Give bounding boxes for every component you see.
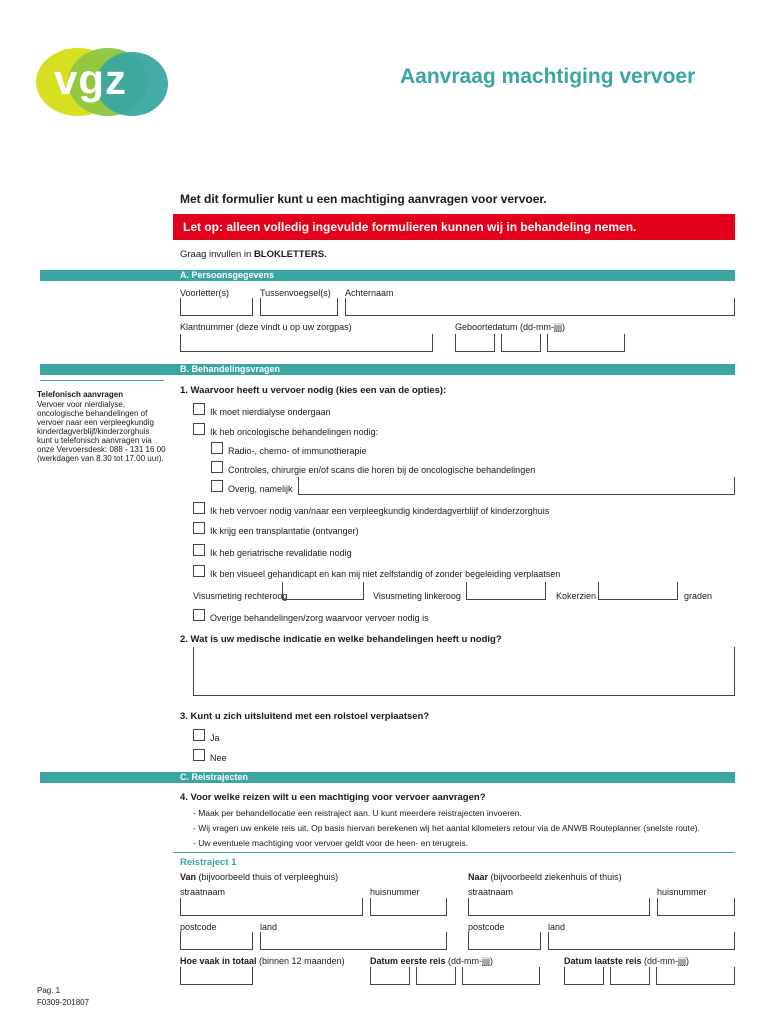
other-treatment-checkbox[interactable] <box>193 609 205 621</box>
wheelchair-no-label: Nee <box>210 753 227 763</box>
visus-right-label: Visusmeting rechteroog <box>193 591 288 601</box>
birthdate-label: Geboortedatum (dd-mm-jjjj) <box>455 322 566 332</box>
geriatric-label: Ik heb geriatrische revalidatie nodig <box>210 548 352 558</box>
page-title: Aanvraag machtiging vervoer <box>400 65 696 88</box>
section-a-header <box>40 270 735 281</box>
surname-label: Achternaam <box>345 288 394 298</box>
last-date-bold: Datum laatste reis <box>564 956 642 966</box>
nursing-label: Ik heb vervoer nodig van/naar een verpleegkundig kinderdagverblijf of kinderzorghuis <box>210 506 550 516</box>
last-date-year-field[interactable] <box>656 967 735 985</box>
q3-label: 3. Kunt u zich uitsluitend met een rolstoel verplaatsen? <box>180 711 430 722</box>
q4-label: 4. Voor welke reizen wilt u een machtiging voor vervoer aanvragen? <box>180 792 486 803</box>
warning-text: Let op: alleen volledig ingevulde formulieren kunnen wij in behandeling nemen. <box>183 220 637 234</box>
sidebar-line-7: (werkdagen van 8.30 tot 17.00 uur). <box>37 454 164 463</box>
frequency-label <box>180 956 345 967</box>
infix-field[interactable] <box>260 298 338 316</box>
other-treatment-label: Overige behandelingen/zorg waarvoor vervoer nodig is <box>210 613 429 623</box>
initials-label: Voorletter(s) <box>180 288 230 298</box>
birthdate-day-field[interactable] <box>455 334 495 352</box>
transplant-checkbox[interactable] <box>193 522 205 534</box>
first-date-month-field[interactable] <box>416 967 456 985</box>
first-date-year-field[interactable] <box>462 967 540 985</box>
birthdate-month-field[interactable] <box>501 334 541 352</box>
first-date-label <box>370 956 493 967</box>
kokerzien-field[interactable] <box>598 582 678 600</box>
to-country-label: land <box>548 922 566 932</box>
oncology-label: Ik heb oncologische behandelingen nodig: <box>210 427 379 437</box>
vgz-logo <box>34 44 170 118</box>
section-b-title: B. Behandelingsvragen <box>180 364 281 374</box>
from-housenumber-field[interactable] <box>370 898 447 916</box>
section-a-title: A. Persoonsgegevens <box>180 270 275 280</box>
logo-text: vgz <box>54 56 128 103</box>
from-street-label: straatnaam <box>180 887 226 897</box>
trip-divider <box>173 852 735 853</box>
other-named-checkbox[interactable] <box>211 480 223 492</box>
nursing-checkbox[interactable] <box>193 502 205 514</box>
frequency-bold: Hoe vaak in totaal <box>180 956 257 966</box>
last-date-day-field[interactable] <box>564 967 604 985</box>
controls-checkbox[interactable] <box>211 461 223 473</box>
radio-chemo-label: Radio-, chemo- of immunotherapie <box>228 446 367 456</box>
from-label <box>180 872 338 883</box>
q4-note-3: - Uw eventuele machtiging voor vervoer geldt voor de heen- en terugreis. <box>193 838 468 848</box>
client-number-field[interactable] <box>180 334 433 352</box>
form-intro: Met dit formulier kunt u een machtiging aanvragen voor vervoer. <box>180 192 547 206</box>
infix-label: Tussenvoegsel(s) <box>260 288 331 298</box>
to-housenumber-label: huisnummer <box>657 887 707 897</box>
to-street-field[interactable] <box>468 898 650 916</box>
surname-field[interactable] <box>345 298 735 316</box>
last-date-rest: (dd-mm-jjjj) <box>641 956 690 966</box>
instruction-prefix: Graag invullen in <box>180 249 254 260</box>
dialysis-label: Ik moet nierdialyse ondergaan <box>210 407 331 417</box>
client-number-label: Klantnummer (deze vindt u op uw zorgpas) <box>180 322 352 332</box>
sidebar-line-6: onze Vervoersdesk: 088 - 131 16 00 <box>37 445 166 454</box>
controls-label: Controles, chirurgie en/of scans die horen bij de oncologische behandelingen <box>228 465 536 475</box>
first-date-day-field[interactable] <box>370 967 410 985</box>
from-country-label: land <box>260 922 278 932</box>
birthdate-year-field[interactable] <box>547 334 625 352</box>
visus-left-label: Visusmeting linkeroog <box>373 591 461 601</box>
initials-field[interactable] <box>180 298 253 316</box>
sidebar-line-2: oncologische behandelingen of <box>37 409 148 418</box>
wheelchair-yes-label: Ja <box>210 733 220 743</box>
sidebar-line-4: kinderdagverblijf/kinderzorghuis <box>37 427 150 436</box>
frequency-field[interactable] <box>180 967 253 985</box>
sidebar-line-5: kunt u telefonisch aanvragen via <box>37 436 152 445</box>
from-label-bold: Van <box>180 872 197 882</box>
wheelchair-no-checkbox[interactable] <box>193 749 205 761</box>
oncology-checkbox[interactable] <box>193 423 205 435</box>
to-street-label: straatnaam <box>468 887 514 897</box>
other-named-field[interactable] <box>298 477 735 495</box>
first-date-rest: (dd-mm-jjjj) <box>445 956 494 966</box>
from-postcode-label: postcode <box>180 922 217 932</box>
sidebar-divider <box>40 380 164 381</box>
sidebar-line-1: Vervoer voor nierdialyse, <box>37 400 126 409</box>
section-b-header <box>40 364 735 375</box>
instruction <box>180 249 327 260</box>
from-label-rest: (bijvoorbeeld thuis of verpleeghuis) <box>196 872 339 882</box>
to-postcode-field[interactable] <box>468 932 541 950</box>
q4-note-1: - Maak per behandellocatie een reistraject aan. U kunt meerdere reistrajecten invoeren. <box>193 808 522 818</box>
from-street-field[interactable] <box>180 898 363 916</box>
from-housenumber-label: huisnummer <box>370 887 420 897</box>
frequency-rest: (binnen 12 maanden) <box>256 956 345 966</box>
visus-right-field[interactable] <box>282 582 364 600</box>
medical-indication-field[interactable] <box>193 647 735 696</box>
first-date-bold: Datum eerste reis <box>370 956 446 966</box>
to-housenumber-field[interactable] <box>657 898 735 916</box>
kokerzien-label: Kokerzien <box>556 591 597 601</box>
visual-label: Ik ben visueel gehandicapt en kan mij niet zelfstandig of zonder begeleiding verplaatsen <box>210 569 561 579</box>
sidebar-title: Telefonisch aanvragen <box>37 390 124 399</box>
transplant-label: Ik krijg een transplantatie (ontvanger) <box>210 526 359 536</box>
section-c-header <box>40 772 735 783</box>
radio-chemo-checkbox[interactable] <box>211 442 223 454</box>
q2-label: 2. Wat is uw medische indicatie en welke behandelingen heeft u nodig? <box>180 634 502 645</box>
page-number: Pag. 1 <box>37 986 61 995</box>
to-label <box>468 872 622 883</box>
to-country-field[interactable] <box>548 932 735 950</box>
visus-left-field[interactable] <box>466 582 546 600</box>
last-date-label <box>564 956 689 967</box>
q1-label: 1. Waarvoor heeft u vervoer nodig (kies een van de opties): <box>180 385 447 396</box>
visual-checkbox[interactable] <box>193 565 205 577</box>
wheelchair-yes-checkbox[interactable] <box>193 729 205 741</box>
to-postcode-label: postcode <box>468 922 505 932</box>
graden-label: graden <box>684 591 713 601</box>
instruction-bold: BLOKLETTERS. <box>253 249 327 260</box>
q4-note-2: - Wij vragen uw enkele reis uit. Op basis hiervan berekenen wij het aantal kilometers retour via de ANWB Routeplanner (snelste route). <box>193 823 700 833</box>
from-postcode-field[interactable] <box>180 932 253 950</box>
last-date-month-field[interactable] <box>610 967 650 985</box>
to-label-bold: Naar <box>468 872 489 882</box>
other-named-label: Overig, namelijk <box>228 484 293 494</box>
geriatric-checkbox[interactable] <box>193 544 205 556</box>
from-country-field[interactable] <box>260 932 447 950</box>
trip1-title: Reistraject 1 <box>180 857 237 868</box>
section-c-title: C. Reistrajecten <box>180 772 249 782</box>
sidebar-line-3: vervoer naar een verpleegkundig <box>37 418 154 427</box>
form-code: F0309-201807 <box>37 998 90 1007</box>
dialysis-checkbox[interactable] <box>193 403 205 415</box>
to-label-rest: (bijvoorbeeld ziekenhuis of thuis) <box>488 872 622 882</box>
